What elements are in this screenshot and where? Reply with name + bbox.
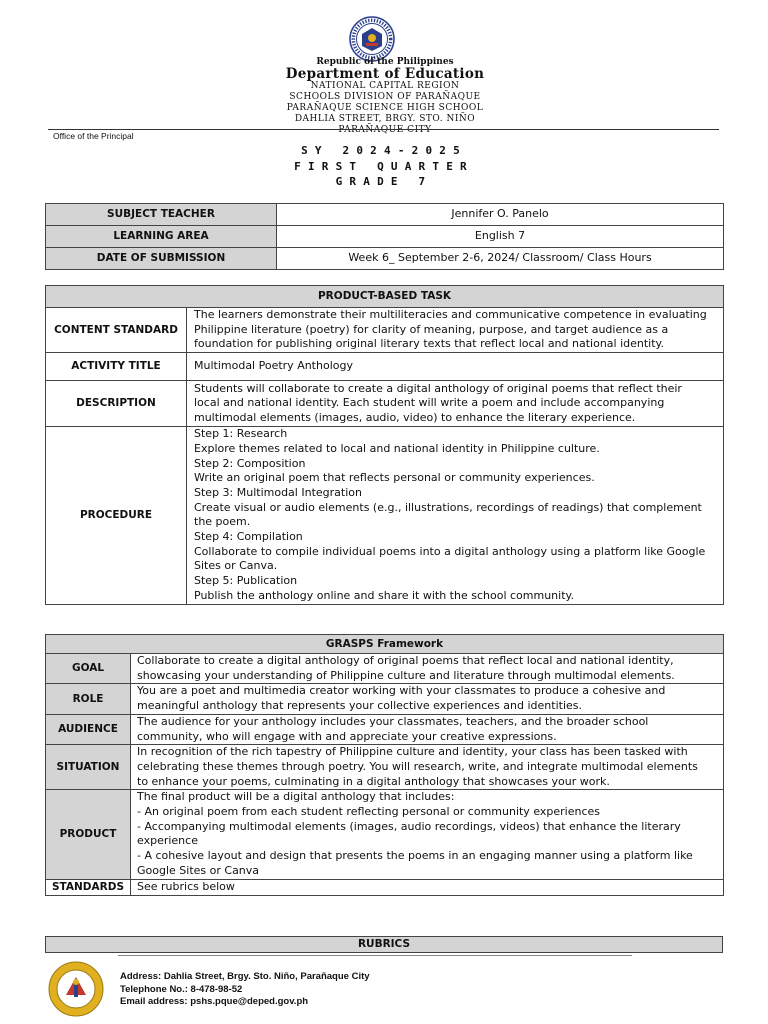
text-line: the poem.: [194, 515, 251, 529]
phone-label: Telephone No.:: [120, 983, 188, 995]
street-line: DAHLIA STREET, BRGY. STO. NIÑO: [294, 114, 476, 124]
text-line: Step 3: Multimodal Integration: [194, 485, 362, 499]
text-line: celebrating these themes through poetry. You will research, write, and integrate multimodal elements: [137, 759, 698, 773]
date-of-submission-value: Week 6_ September 2-6, 2024/ Classroom/ Class Hours: [277, 248, 724, 270]
standards-text: [131, 879, 724, 895]
content-standard-text: [187, 308, 724, 353]
audience-text: [131, 714, 724, 744]
table-row: [46, 879, 724, 895]
grasps-table: [45, 634, 724, 896]
deped-seal-logo: [349, 16, 395, 62]
product-text: [131, 790, 724, 879]
division-line: SCHOOLS DIVISION OF PARAÑAQUE: [289, 92, 481, 102]
text-line: Multimodal Poetry Anthology: [194, 359, 353, 373]
subject-teacher-label: SUBJECT TEACHER: [46, 204, 277, 226]
situation-label: SITUATION: [46, 745, 131, 790]
phone-value: 8-478-98-52: [190, 983, 243, 995]
header-divider: [48, 129, 719, 130]
school-seal-logo: [44, 961, 108, 1017]
subject-teacher-value: Jennifer O. Panelo: [277, 204, 724, 226]
description-label: DESCRIPTION: [46, 381, 187, 427]
text-line: In recognition of the rich tapestry of Philippine culture and identity, your class has been tasked with: [137, 745, 688, 759]
text-line: Step 5: Publication: [194, 574, 298, 588]
school-line: PARAÑAQUE SCIENCE HIGH SCHOOL: [286, 103, 484, 113]
grasps-title: GRASPS Framework: [46, 635, 724, 654]
rubrics-title: RUBRICS: [46, 937, 723, 953]
email-line: [120, 996, 370, 1009]
text-line: local and national identity. Each student will write a poem and include accompanying: [194, 396, 665, 410]
product-label: PRODUCT: [46, 790, 131, 879]
description-text: [187, 381, 724, 427]
email-value: pshs.pque@deped.gov.ph: [190, 996, 309, 1008]
text-line: to enhance your poems, culminating in a digital anthology that showcases your work.: [137, 774, 610, 788]
role-text: [131, 684, 724, 714]
text-line: Explore themes related to local and national identity in Philippine culture.: [194, 441, 600, 455]
table-row: [46, 745, 724, 790]
content-standard-label: CONTENT STANDARD: [46, 308, 187, 353]
text-line: Collaborate to create a digital anthology of original poems that reflect local and national identity,: [137, 654, 674, 667]
department-title: Department of Education: [285, 66, 485, 82]
goal-text: [131, 654, 724, 684]
table-row: [46, 714, 724, 744]
text-line: The final product will be a digital anthology that includes:: [137, 790, 455, 804]
table-row: [46, 937, 723, 953]
text-line: Step 1: Research: [194, 427, 288, 441]
table-row: [46, 427, 724, 604]
learning-area-value: English 7: [277, 226, 724, 248]
text-line: Step 2: Composition: [194, 456, 306, 470]
product-task-table: [45, 285, 724, 605]
table-row: [46, 684, 724, 714]
situation-text: [131, 745, 724, 790]
text-line: Step 4: Compilation: [194, 530, 303, 544]
letterhead: [262, 57, 508, 136]
table-row: [46, 226, 724, 248]
audience-label: AUDIENCE: [46, 714, 131, 744]
text-line: The audience for your anthology includes your classmates, teachers, and the broader school: [137, 714, 649, 728]
text-line: Google Sites or Canva: [137, 863, 260, 877]
table-row: [46, 635, 724, 654]
activity-title-label: ACTIVITY TITLE: [46, 353, 187, 381]
grade-level: GRADE 7: [335, 175, 433, 188]
table-row: [46, 654, 724, 684]
address-label: Address:: [120, 971, 162, 982]
table-row: [46, 204, 724, 226]
text-line: See rubrics below: [137, 879, 235, 893]
activity-title-text: [187, 353, 724, 381]
term-block: [234, 143, 534, 190]
address-line: [120, 971, 370, 984]
rubrics-table: [45, 936, 723, 953]
table-row: [46, 790, 724, 879]
table-row: [46, 286, 724, 308]
text-line: experience: [137, 834, 198, 848]
text-line: Philippine literature (poetry) for clarity of meaning, purpose, and target audience as a: [194, 322, 669, 336]
procedure-label: PROCEDURE: [46, 427, 187, 604]
quarter: FIRST QUARTER: [294, 159, 474, 173]
table-row: [46, 308, 724, 353]
address-value: Dahlia Street, Brgy. Sto. Niño, Parañaque City: [163, 971, 370, 982]
office-label: Office of the Principal: [53, 131, 134, 141]
text-line: Create visual or audio elements (e.g., illustrations, recordings of readings) that complement: [194, 500, 702, 514]
text-line: Collaborate to compile individual poems into a digital anthology using a platform like Google: [194, 544, 706, 558]
goal-label: GOAL: [46, 654, 131, 684]
text-line: foundation for publishing original literary texts that reflect local and national identity.: [194, 337, 664, 351]
text-line: - An original poem from each student reflecting personal or community experiences: [137, 805, 601, 819]
city-line: PARAÑAQUE CITY: [338, 125, 432, 135]
role-label: ROLE: [46, 684, 131, 714]
footer-contact: [120, 971, 370, 1009]
info-table: [45, 203, 724, 270]
text-line: The learners demonstrate their multiliteracies and communicative competence in evaluating: [194, 308, 707, 321]
table-row: [46, 353, 724, 381]
table-row: [46, 381, 724, 427]
phone-line: [120, 984, 370, 997]
text-line: Publish the anthology online and share it with the school community.: [194, 588, 574, 602]
school-year: SY 2024-2025: [301, 144, 467, 157]
learning-area-label: LEARNING AREA: [46, 226, 277, 248]
text-line: - A cohesive layout and design that presents the poems in an engaging manner using a platform like: [137, 849, 693, 863]
footer-divider: [118, 955, 632, 956]
table-row: [46, 248, 724, 270]
text-line: Write an original poem that reflects personal or community experiences.: [194, 471, 595, 485]
text-line: You are a poet and multimedia creator working with your classmates to produce a cohesive and: [137, 684, 666, 698]
text-line: meaningful anthology that represents your collective experiences and identities.: [137, 699, 583, 713]
procedure-text: [187, 427, 724, 604]
date-of-submission-label: DATE OF SUBMISSION: [46, 248, 277, 270]
text-line: Sites or Canva.: [194, 559, 278, 573]
text-line: multimodal elements (images, audio, video) to enhance the literary experience.: [194, 410, 636, 424]
text-line: - Accompanying multimodal elements (images, audio recordings, videos) that enhance the literary: [137, 819, 681, 833]
standards-label: STANDARDS: [46, 879, 131, 895]
text-line: Students will collaborate to create a digital anthology of original poems that reflect their: [194, 381, 682, 395]
email-label: Email address:: [120, 996, 188, 1008]
republic-text: Republic of the Philippines: [316, 57, 454, 67]
region-line: NATIONAL CAPITAL REGION: [310, 81, 460, 91]
text-line: showcasing your understanding of Philippine culture and literature through multimodal elements.: [137, 668, 675, 682]
product-task-title: PRODUCT-BASED TASK: [46, 286, 724, 308]
text-line: community, who will engage with and appreciate your creative expressions.: [137, 729, 557, 743]
